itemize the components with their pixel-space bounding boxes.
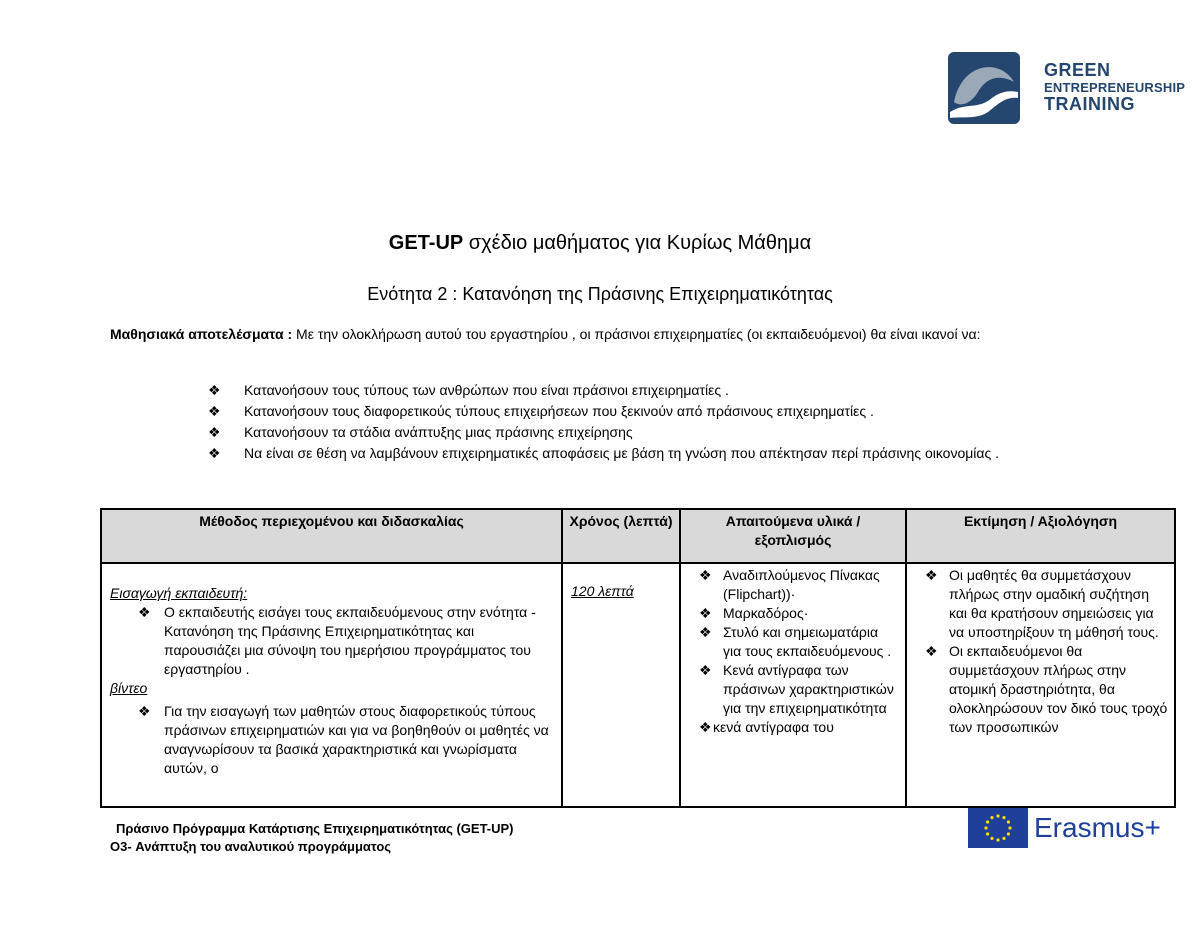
erasmus-logo [968, 808, 1168, 852]
diamond-bullet-icon: ❖ [925, 567, 938, 583]
logo-line-training: TRAINING [1044, 94, 1135, 114]
list-item: ❖ Οι εκπαιδευόμενοι θα συμμετάσχουν πλήρως στην ατομική δραστηριότητα, θα ολοκληρώσουν τον δικό τους τροχό των προσωπικών [925, 643, 1168, 735]
list-item: ❖ Στυλό και σημειωματάρια για τους εκπαιδευόμενους . [699, 624, 892, 659]
list-item [208, 380, 1088, 401]
list-item: ❖ Οι μαθητές θα συμμετάσχουν πλήρως στην ομαδική συζήτηση και θα κρατήσουν σημειώσεις για να υποστηρίξουν τη μάθησή τους. [925, 567, 1159, 640]
list-item-text: Κατανοήσουν τα στάδια ανάπτυξης μιας πράσινης επιχείρησης [244, 424, 633, 440]
diamond-bullet-icon: ❖ [699, 605, 712, 621]
list-item-text: Κατανοήσουν τους διαφορετικούς τύπους επιχειρήσεων που ξεκινούν από πράσινους επιχειρηματίες . [244, 403, 874, 419]
page-subtitle: Ενότητα 2 : Κατανόηση της Πράσινης Επιχειρηματικότητας [367, 284, 833, 304]
header-materials: Απαιτούμενα υλικά / εξοπλισμός [680, 509, 906, 563]
diamond-bullet-icon: ❖ [208, 445, 221, 461]
diamond-bullet-icon: ❖ [208, 424, 221, 440]
page-title [0, 232, 1200, 255]
diamond-bullet-icon: ❖ [138, 604, 151, 620]
title-bold: GET-UP [388, 232, 464, 254]
page-footer [110, 820, 514, 856]
cell-materials [680, 563, 906, 807]
header-assessment: Εκτίμηση / Αξιολόγηση [906, 509, 1175, 563]
footer-program: Πράσινο Πρόγραμμα Κατάρτισης Επιχειρηματικότητας (GET-UP) [116, 821, 514, 836]
list-item: ❖ Κενά αντίγραφα των πράσινων χαρακτηριστικών για την επιχειρηματικότητα [699, 662, 894, 716]
list-item [208, 422, 1088, 443]
diamond-bullet-icon: ❖ [208, 382, 221, 398]
outcomes-list [208, 380, 1088, 464]
header-time: Χρόνος (λεπτά) [562, 509, 680, 563]
diamond-bullet-icon: ❖ [925, 643, 938, 659]
outcomes-text: Με την ολοκλήρωση αυτού του εργαστηρίου , οι πράσινοι επιχειρηματίες (οι εκπαιδευόμενοι) θα είναι ικανοί να: [292, 326, 981, 342]
diamond-bullet-icon: ❖ [138, 703, 151, 719]
list-item: ❖ Ο εκπαιδευτής εισάγει τους εκπαιδευόμενους στην ενότητα - Κατανόηση της Πράσινης Επιχειρηματικότητας και παρουσιάζει μια σύνοψη του ημερήσιου προγράμματος του εργαστηρίου . [138, 604, 536, 677]
instructor-intro-heading: Εισαγωγή εκπαιδευτή: [110, 585, 248, 601]
lesson-plan-table [100, 508, 1176, 808]
outcomes-label: Μαθησιακά αποτελέσματα : [110, 326, 293, 342]
eu-flag-icon [968, 808, 1028, 848]
title-rest: σχέδιο μαθήματος για Κυρίως Μάθημα [463, 232, 812, 254]
cell-assessment [906, 563, 1175, 807]
list-item: ❖ Μαρκαδόρος· [699, 605, 809, 621]
diamond-bullet-icon: ❖ [699, 719, 712, 735]
list-item [208, 401, 1088, 422]
table-row [101, 563, 1175, 807]
list-item [208, 443, 1088, 464]
diamond-bullet-icon: ❖ [208, 403, 221, 419]
list-item-text: Να είναι σε θέση να λαμβάνουν επιχειρηματικές αποφάσεις με βάση τη γνώση που απέκτησαν περί πράσινης οικονομίας . [244, 445, 1000, 461]
logo-emblem-icon [948, 52, 1020, 124]
diamond-bullet-icon: ❖ [699, 567, 712, 583]
erasmus-text: Erasmus+ [1034, 812, 1161, 843]
table-header-row [101, 509, 1175, 563]
cell-method [101, 563, 562, 807]
diamond-bullet-icon: ❖ [699, 662, 712, 678]
time-value: 120 λεπτά [571, 583, 634, 599]
video-heading: βίντεο [110, 680, 148, 696]
green-entrepreneurship-logo [948, 52, 1186, 128]
list-item-text: Κατανοήσουν τους τύπους των ανθρώπων που είναι πράσινοι επιχειρηματίες . [244, 382, 729, 398]
list-item: ❖ Αναδιπλούμενος Πίνακας (Flipchart))· [699, 567, 880, 602]
list-item: ❖ Για την εισαγωγή των μαθητών στους διαφορετικούς τύπους πράσινων επιχειρηματιών και για να βοηθηθούν οι μαθητές να αναγνωρίσουν τα βασικά χαρακτηριστικά και γνωρίσματα αυτών, ο [138, 703, 549, 776]
cell-time [562, 563, 680, 807]
header-method: Μέθοδος περιεχομένου και διδασκαλίας [101, 509, 562, 563]
footer-output: O3- Ανάπτυξη του αναλυτικού προγράμματος [110, 839, 392, 854]
list-item: ❖ κενά αντίγραφα του [699, 719, 834, 735]
logo-line-green: GREEN [1044, 60, 1111, 80]
diamond-bullet-icon: ❖ [699, 624, 712, 640]
learning-outcomes [110, 324, 1100, 345]
logo-line-entrepreneurship: ENTREPRENEURSHIP [1044, 80, 1186, 95]
